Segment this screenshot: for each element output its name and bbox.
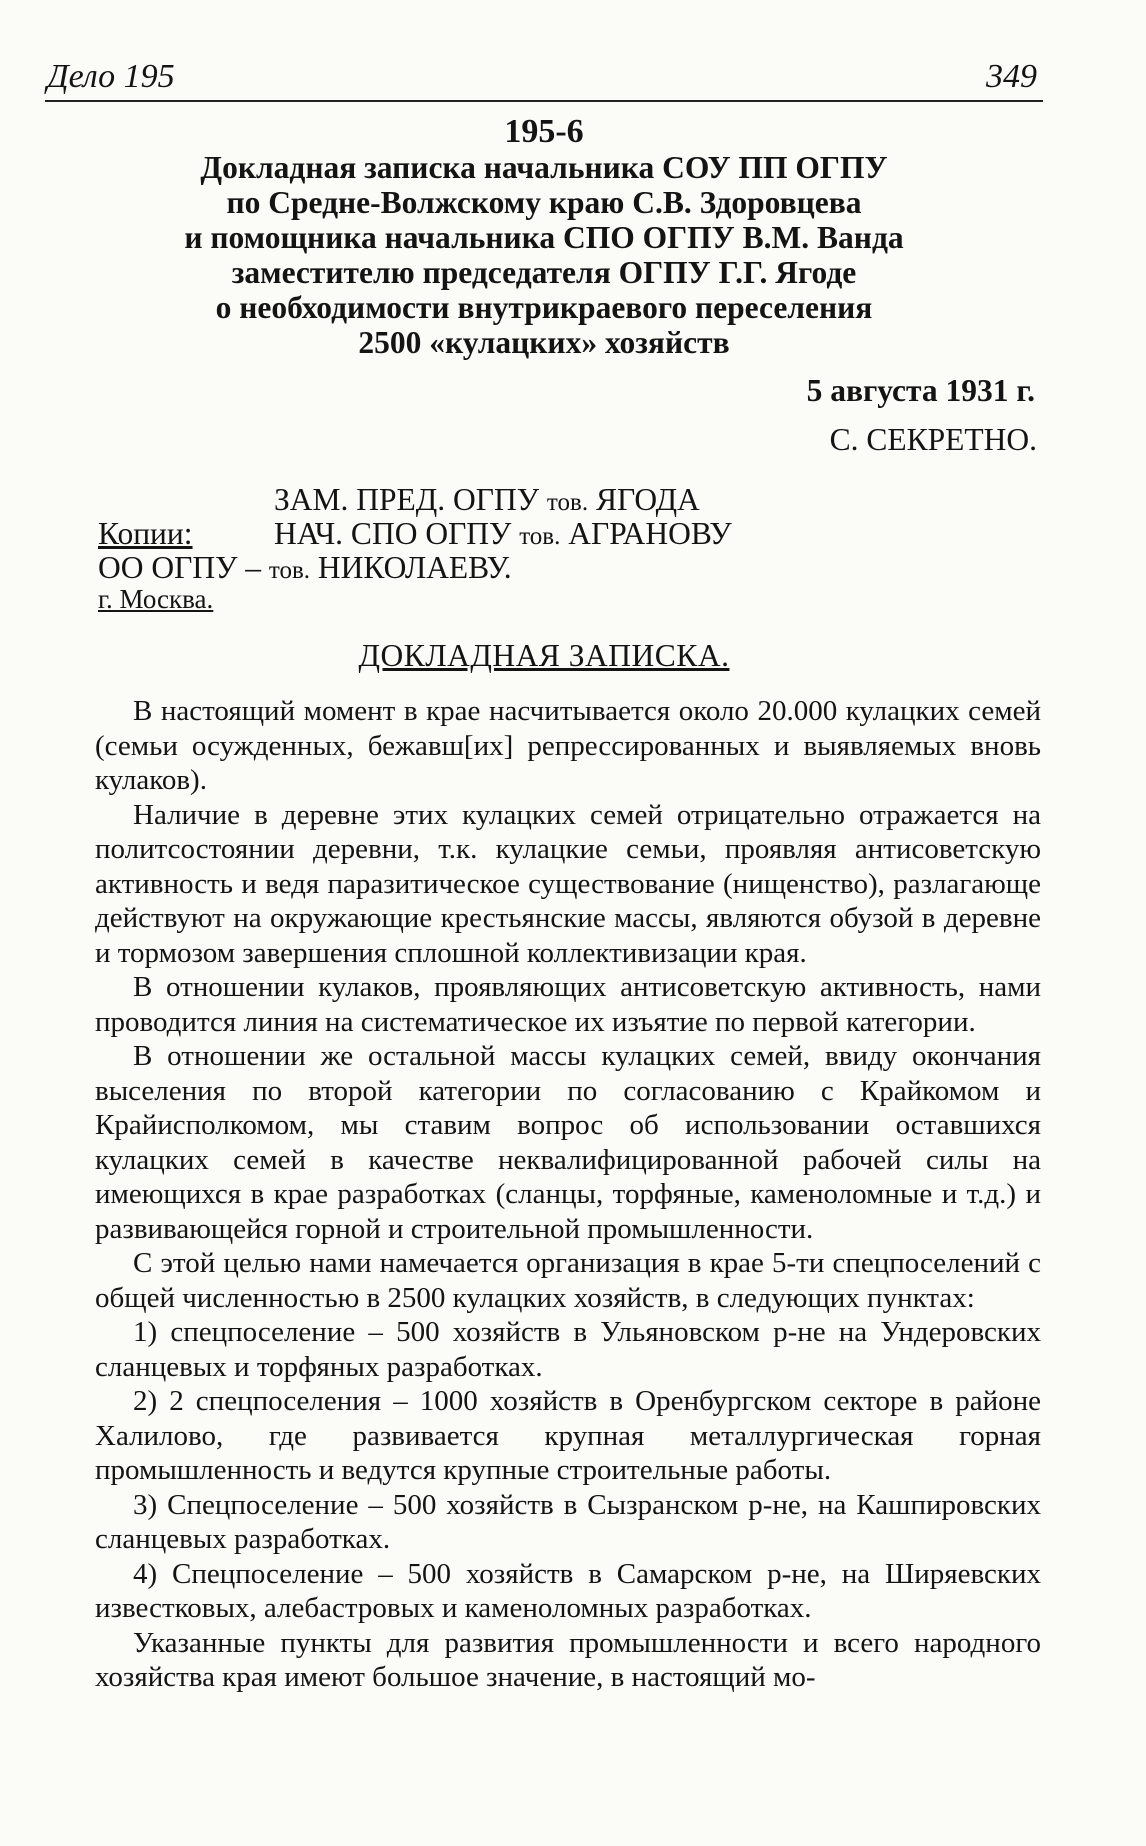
list-item: 2) 2 спецпоселения – 1000 хозяйств в Оренбургском секторе в районе Халилово, где развивается крупная металлургическая горная промышленность и ведутся крупные строительные работы.	[95, 1385, 1041, 1486]
addressee-primary: ЗАМ. ПРЕД. ОГПУ тов. ЯГОДА	[274, 482, 700, 517]
title-line: по Средне-Волжскому краю С.В. Здоровцева	[226, 185, 862, 220]
page-number: 349	[986, 58, 1037, 95]
document-number: 195-6	[504, 113, 584, 150]
document-title	[115, 150, 973, 360]
addressee-city: г. Москва.	[98, 584, 214, 614]
title-line: заместителю председателя ОГПУ Г.Г. Ягоде	[231, 255, 857, 290]
copies-label: Копии:	[98, 516, 193, 551]
paragraph: Наличие в деревне этих кулацких семей отрицательно отражается на политсостоянии деревни, т.к. кулацкие семьи, проявляя антисоветскую активность и ведя паразитическое существование (нищенство), разлагающе действуют на окружающие крестьянские массы, являются обузой в деревне и тормозом завершения сплошной коллективизации края.	[95, 798, 1041, 969]
addressee-copy-1: НАЧ. СПО ОГПУ тов. АГРАНОВУ	[274, 516, 732, 551]
list-item: 3) Спецпоселение – 500 хозяйств в Сызранском р-не, на Кашпировских сланцевых разработках.	[95, 1488, 1041, 1555]
document-date: 5 августа 1931 г.	[806, 373, 1035, 408]
running-head	[45, 56, 1043, 102]
title-line: и помощника начальника СПО ОГПУ В.М. Ванда	[184, 220, 904, 255]
paragraph: В отношении же остальной массы кулацких семей, ввиду окончания выселения по второй категории по согласованию с Крайкомом и Крайисполкомом, мы ставим вопрос об использовании оставшихся кулацких семей в качестве неквалифицированной рабочей силы на имеющихся в крае разработках (сланцы, торфяные, каменоломные и т.д.) и развивающейся горной и строительной промышленности.	[95, 1040, 1041, 1245]
memo-body	[95, 694, 1041, 1695]
list-item: 4) Спецпоселение – 500 хозяйств в Самарском р-не, на Ширяевских известковых, алебастровых и каменоломных разработках.	[95, 1557, 1041, 1624]
list-item: 1) спецпоселение – 500 хозяйств в Ульяновском р-не на Ундеровских сланцевых и торфяных разработках.	[95, 1316, 1041, 1383]
addressee-copy-2: ОО ОГПУ – тов. НИКОЛАЕВУ.	[98, 550, 512, 585]
paragraph: В отношении кулаков, проявляющих антисоветскую активность, нами проводится линия на систематическое их изъятие по первой категории.	[95, 971, 1041, 1038]
title-line: 2500 «кулацких» хозяйств	[358, 325, 730, 360]
title-line: о необходимости внутрикраевого переселения	[215, 290, 873, 325]
title-line: Докладная записка начальника СОУ ПП ОГПУ	[200, 150, 888, 185]
paragraph: С этой целью нами намечается организация в крае 5-ти спецпоселений с общей численностью в 2500 кулацких хозяйств, в следующих пунктах:	[95, 1247, 1041, 1314]
classification-stamp: С. СЕКРЕТНО.	[829, 422, 1037, 457]
case-label: Дело 195	[47, 58, 175, 95]
paragraph: В настоящий момент в крае насчитывается около 20.000 кулацких семей (семьи осужденных, бежавш[их] репрессированных и выявляемых вновь кулаков).	[95, 695, 1041, 796]
paragraph: Указанные пункты для развития промышленности и всего народного хозяйства края имеют большое значение, в настоящий мо-	[95, 1626, 1041, 1693]
memo-heading: ДОКЛАДНАЯ ЗАПИСКА.	[358, 638, 730, 673]
